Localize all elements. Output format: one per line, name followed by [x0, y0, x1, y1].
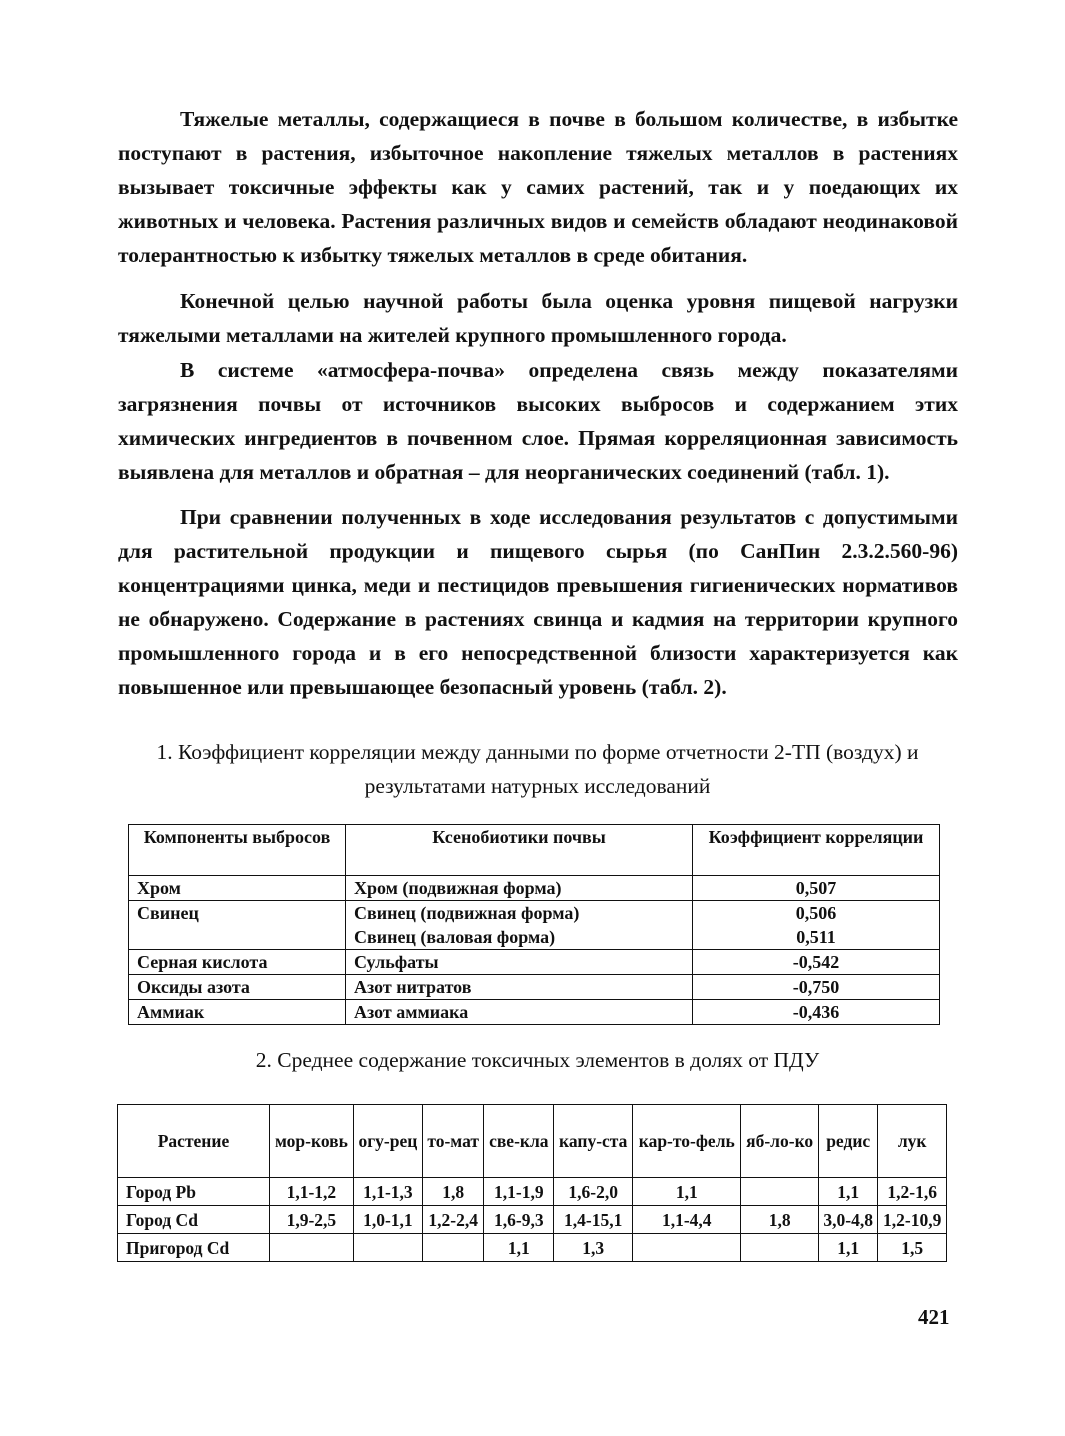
table-cell — [741, 1234, 819, 1262]
table-cell: -0,542 — [693, 950, 940, 975]
table-cell: Хром — [129, 876, 346, 901]
row-header: Пригород Cd — [118, 1234, 270, 1262]
header-cell: Компоненты выбросов — [129, 825, 346, 876]
cell-text: Свинец (подвижная форма) — [354, 903, 580, 923]
table-cell: Хром (подвижная форма) — [346, 876, 693, 901]
table-2-caption: 2. Среднее содержание токсичных элементов в долях от ПДУ — [255, 1048, 820, 1072]
table-cell: Оксиды азота — [129, 975, 346, 1000]
table-cell: 1,1 — [819, 1178, 878, 1206]
table-header-row — [129, 825, 940, 876]
table-cell: 1,8 — [741, 1206, 819, 1234]
toxic-elements-table — [117, 1104, 947, 1262]
table-1-caption: 1. Коэффициент корреляции между данными по форме отчетности 2-ТП (воздух) и результатами натурных исследований — [156, 740, 919, 798]
table-cell: 1,2-1,6 — [878, 1178, 947, 1206]
page-number: 421 — [918, 1305, 950, 1329]
table-cell: Азот аммиака — [346, 1000, 693, 1025]
header-cell: капу-ста — [554, 1105, 633, 1178]
table-cell: 1,6-9,3 — [484, 1206, 554, 1234]
table-cell: 1,1-1,3 — [353, 1178, 422, 1206]
table-cell: 1,5 — [878, 1234, 947, 1262]
table-cell: 1,6-2,0 — [554, 1178, 633, 1206]
table-cell: Азот нитратов — [346, 975, 693, 1000]
paragraph-3: В системе «атмосфера-почва» определена связь между показателями загрязнения почвы от источников высоких выбросов и содержанием этих химических ингредиентов в почвенном слое. Прямая корреляционная зависимость выявлена для металлов и обратная – для неорганических соединений (табл. 1). — [118, 358, 958, 484]
row-header: Город Cd — [118, 1206, 270, 1234]
header-cell: Ксенобиотики почвы — [346, 825, 693, 876]
table-cell: 1,0-1,1 — [353, 1206, 422, 1234]
table-cell — [346, 901, 693, 950]
header-cell: мор-ковь — [270, 1105, 354, 1178]
table-cell: 1,1-1,9 — [484, 1178, 554, 1206]
table-row — [129, 901, 940, 950]
table-cell: 1,1 — [633, 1178, 741, 1206]
cell-text: 0,511 — [796, 927, 836, 947]
header-cell: лук — [878, 1105, 947, 1178]
table-cell: -0,436 — [693, 1000, 940, 1025]
table-cell — [270, 1234, 354, 1262]
cell-text: Свинец (валовая форма) — [354, 927, 556, 947]
header-cell: Растение — [118, 1105, 270, 1178]
cell-text: 0,506 — [795, 903, 837, 923]
table-cell: 1,3 — [554, 1234, 633, 1262]
table-cell: -0,750 — [693, 975, 940, 1000]
table-cell: 1,9-2,5 — [270, 1206, 354, 1234]
table-cell: 1,1 — [484, 1234, 554, 1262]
paragraph-1: Тяжелые металлы, содержащиеся в почве в большом количестве, в избытке поступают в растения, избыточное накопление тяжелых металлов в растениях вызывает токсичные эффекты как у самих растений, так и у поедающих их животных и человека. Растения различных видов и семейств обладают неодинаковой толерантностью к избытку тяжелых металлов в среде обитания. — [118, 107, 958, 267]
table-cell: 0,507 — [693, 876, 940, 901]
table-row — [129, 876, 940, 901]
table-cell: 1,1-1,2 — [270, 1178, 354, 1206]
header-cell: огу-рец — [353, 1105, 422, 1178]
table-row — [129, 950, 940, 975]
table-cell: 1,2-10,9 — [878, 1206, 947, 1234]
table-header-row — [118, 1105, 947, 1178]
table-cell — [741, 1178, 819, 1206]
correlation-table — [128, 824, 940, 1025]
header-cell: яб-ло-ко — [741, 1105, 819, 1178]
paragraph-4: При сравнении полученных в ходе исследования результатов с допустимыми для растительной продукции и пищевого сырья (по СанПин 2.3.2.560-96) концентрациями цинка, меди и пестицидов превышения гигиенических нормативов не обнаружено. Содержание в растениях свинца и кадмия на территории крупного промышленного города и в его непосредственной близости характеризуется как повышенное или превышающее безопасный уровень (табл. 2). — [118, 505, 958, 699]
table-cell — [633, 1234, 741, 1262]
table-cell: Аммиак — [129, 1000, 346, 1025]
table-cell: 1,4-15,1 — [554, 1206, 633, 1234]
table-cell — [422, 1234, 484, 1262]
table-row — [118, 1206, 947, 1234]
table-cell: 1,2-2,4 — [422, 1206, 484, 1234]
table-cell: 3,0-4,8 — [819, 1206, 878, 1234]
header-cell: то-мат — [422, 1105, 484, 1178]
table-cell — [353, 1234, 422, 1262]
paragraph-2: Конечной целью научной работы была оценка уровня пищевой нагрузки тяжелыми металлами на жителей крупного промышленного города. — [118, 289, 958, 347]
table-row — [129, 1000, 940, 1025]
row-header: Город Pb — [118, 1178, 270, 1206]
table-cell — [129, 901, 346, 950]
header-cell: кар-то-фель — [633, 1105, 741, 1178]
table-cell — [693, 901, 940, 950]
table-cell: 1,1 — [819, 1234, 878, 1262]
table-row — [129, 975, 940, 1000]
header-cell: редис — [819, 1105, 878, 1178]
table-row — [118, 1234, 947, 1262]
header-cell: све-кла — [484, 1105, 554, 1178]
header-cell: Коэффициент корреляции — [693, 825, 940, 876]
table-cell: 1,1-4,4 — [633, 1206, 741, 1234]
table-cell: Серная кислота — [129, 950, 346, 975]
table-cell: Сульфаты — [346, 950, 693, 975]
cell-text: Свинец — [137, 903, 199, 923]
table-row — [118, 1178, 947, 1206]
table-cell: 1,8 — [422, 1178, 484, 1206]
